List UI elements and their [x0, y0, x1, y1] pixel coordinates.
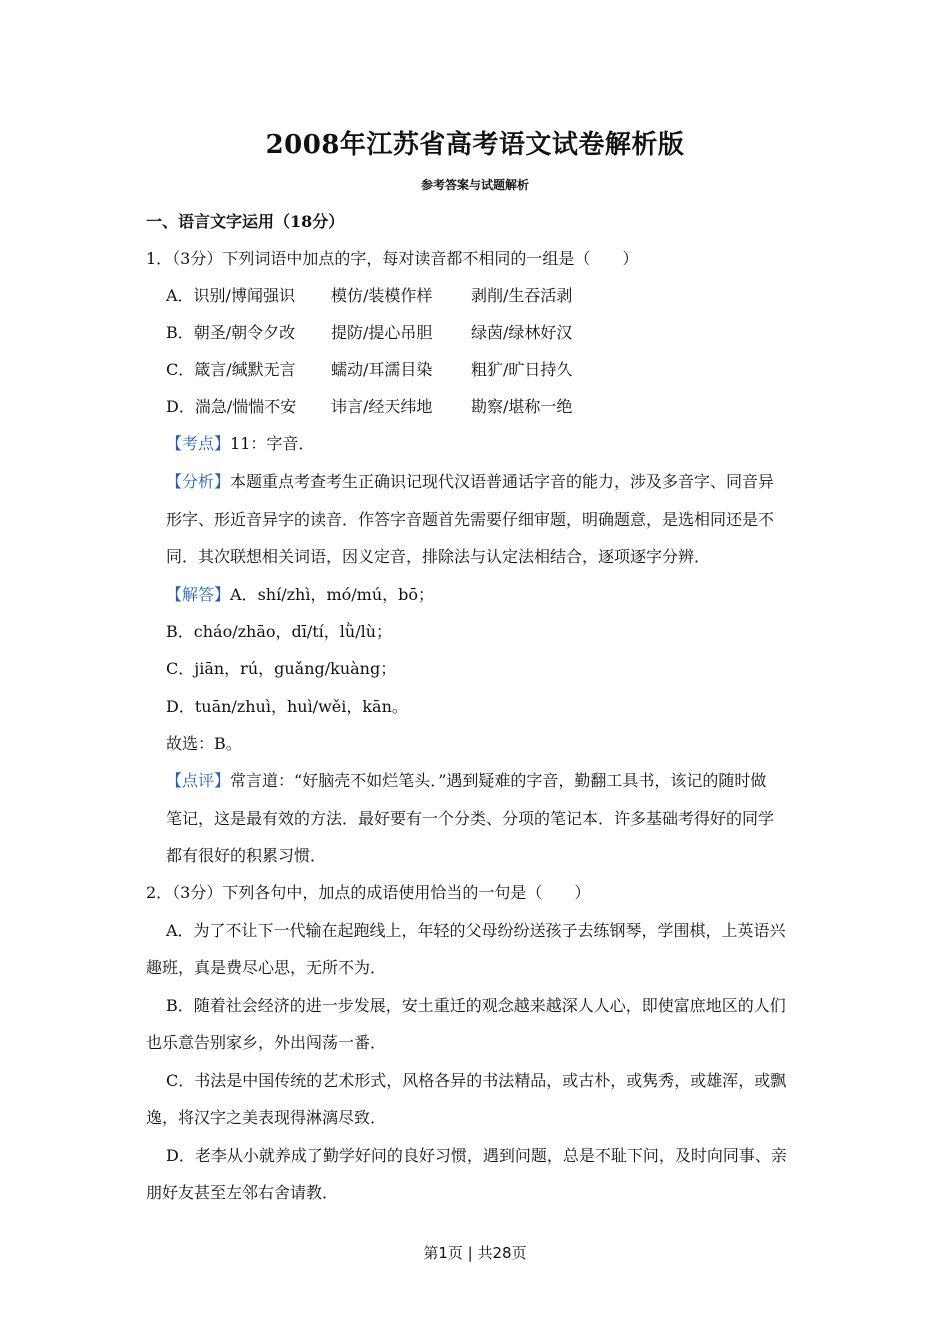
- answer-choice: 故选：B。: [166, 734, 242, 753]
- option-d-word-2: 讳言/经天纬地: [331, 397, 433, 416]
- page-footer: 第1页 | 共28页: [423, 1244, 527, 1262]
- page-title: 2008年江苏省高考语文试卷解析版: [265, 130, 685, 160]
- jieda-line-a: [166, 585, 434, 605]
- fenxi-line-2: 形字、形近音异字的读音．作答字音题首先需要仔细审题，明确题意，是选相同还是不: [166, 510, 775, 529]
- option-c-word-1: C．箴言/缄默无言: [166, 360, 296, 379]
- question-2-option-a-1: A．为了不让下一代输在起跑线上，年轻的父母纷纷送孩子去练钢琴，学围棋，上英语兴: [166, 921, 786, 940]
- kaodian-tag: 【考点】: [166, 434, 231, 453]
- question-1-stem: 1．（3分）下列词语中加点的字，每对读音都不相同的一组是（ ）: [146, 249, 639, 268]
- jieda-text-a: A．shí/zhì，mó/mú，bō；: [230, 585, 434, 604]
- question-2-option-c-2: 逸，将汉字之美表现得淋漓尽致．: [146, 1108, 387, 1127]
- option-b-word-2: 提防/提心吊胆: [331, 323, 433, 342]
- option-d-word-1: D．湍急/惴惴不安: [166, 397, 297, 416]
- jieda-line-b: B．cháo/zhāo，dī/tí，lǜ/lù；: [166, 622, 393, 641]
- option-a-word-1: A．识别/博闻强识: [166, 286, 295, 305]
- option-b-word-3: 绿茵/绿林好汉: [471, 323, 573, 342]
- question-2-option-d-2: 朋好友甚至左邻右舍请教．: [146, 1183, 339, 1202]
- option-c-word-2: 蠕动/耳濡目染: [331, 360, 433, 379]
- fenxi-text-1: 本题重点考查考生正确识记现代汉语普通话字音的能力，涉及多音字、同音异: [230, 472, 775, 491]
- section-heading: 一、语言文字运用（18分）: [146, 212, 345, 231]
- dianping-text-1: 常言道：“好脑壳不如烂笔头．”遇到疑难的字音，勤翻工具书，该记的随时做: [230, 771, 767, 790]
- option-b-word-1: B．朝圣/朝令夕改: [166, 323, 296, 342]
- question-2-option-d-1: D．老李从小就养成了勤学好问的良好习惯，遇到问题，总是不耻下问，及时向同事、亲: [166, 1146, 787, 1165]
- option-c-word-3: 粗犷/旷日持久: [471, 360, 573, 379]
- question-1-option-b: [166, 323, 572, 343]
- jieda-line-d: D．tuān/zhuì，huì/wěi，kān。: [166, 697, 408, 716]
- dianping-line-1: [166, 771, 766, 791]
- dianping-line-2: 笔记，这是最有效的方法．最好要有一个分类、分项的笔记本．许多基础考得好的同学: [166, 809, 775, 828]
- page-subtitle: 参考答案与试题解析: [420, 178, 529, 192]
- question-1-option-d: [166, 397, 572, 417]
- question-1-option-a: [166, 286, 572, 306]
- dianping-tag: 【点评】: [166, 771, 231, 790]
- option-d-word-3: 勘察/堪称一绝: [471, 397, 573, 416]
- dianping-line-3: 都有很好的积累习惯．: [166, 846, 327, 865]
- kaodian-line: [166, 434, 314, 454]
- fenxi-line-1: [166, 472, 774, 492]
- question-2-option-a-2: 趣班，真是费尽心思，无所不为．: [146, 958, 387, 977]
- option-a-word-2: 模仿/装模作样: [331, 286, 433, 305]
- kaodian-text: 11：字音．: [230, 434, 315, 453]
- question-2-stem: 2．（3分）下列各句中，加点的成语使用恰当的一句是（ ）: [146, 883, 591, 902]
- question-2-option-b-1: B．随着社会经济的进一步发展，安土重迁的观念越来越深人人心，即使富庶地区的人们: [166, 996, 786, 1015]
- question-1-option-c: [166, 360, 572, 380]
- fenxi-tag: 【分析】: [166, 472, 231, 491]
- question-2-option-b-2: 也乐意告别家乡，外出闯荡一番．: [146, 1033, 387, 1052]
- jieda-tag: 【解答】: [166, 585, 231, 604]
- fenxi-line-3: 同．其次联想相关词语，因义定音，排除法与认定法相结合，逐项逐字分辨．: [166, 547, 711, 566]
- question-2-option-c-1: C．书法是中国传统的艺术形式，风格各异的书法精品，或古朴，或隽秀，或雄浑，或飘: [166, 1071, 787, 1090]
- jieda-line-c: C．jiān，rú，guǎng/kuàng；: [166, 659, 397, 678]
- option-a-word-3: 剥削/生吞活剥: [471, 286, 573, 305]
